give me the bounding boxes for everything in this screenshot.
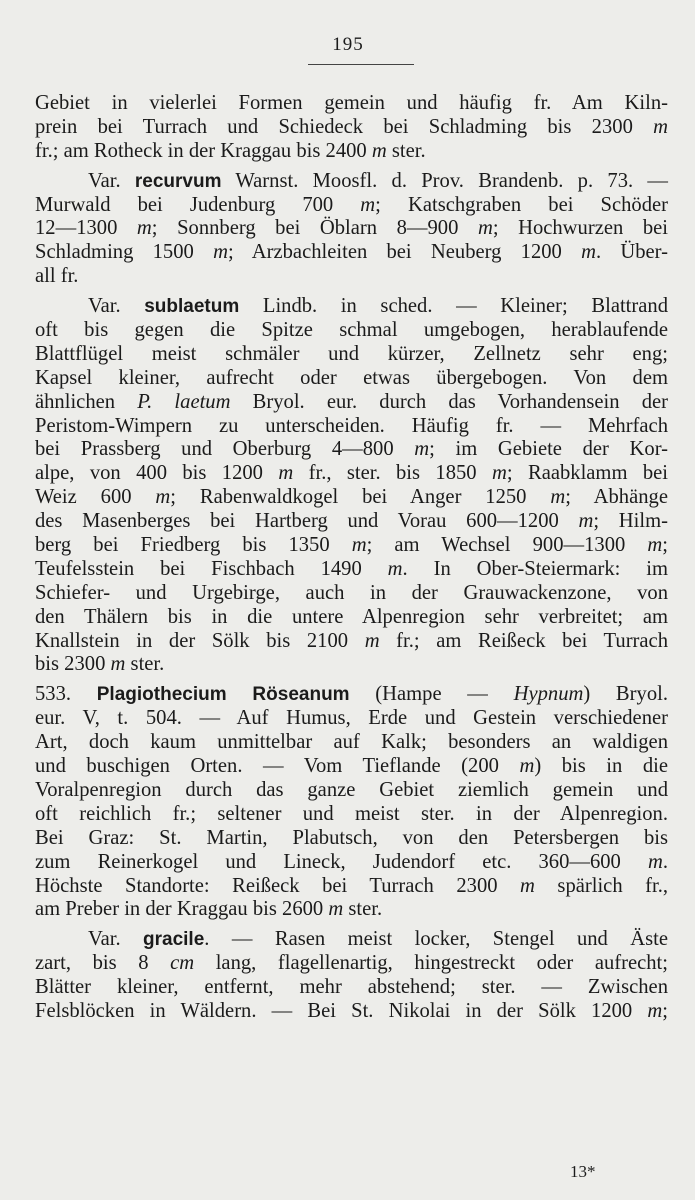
italic-text: m [360,193,376,216]
italic-text: m [491,462,507,485]
text-line [35,170,668,194]
text-line [35,606,668,630]
text-line [35,462,668,486]
text-run: Var. [88,295,145,318]
text-run: Felsblöcken in Wäldern. — Bei St. Nikolai in der Sölk 1200 [35,999,648,1022]
text-run: Art, doch kaum unmittelbar auf Kalk; besonders an waldigen [35,731,668,754]
italic-text: m [364,629,380,652]
text-line [35,534,668,558]
text-run: Knallstein in der Sölk bis 2100 [35,629,365,652]
italic-text: m [647,999,663,1022]
italic-text: m [213,241,228,264]
text-run: . — Rasen meist locker, Stengel und Äste [204,928,668,951]
text-line [35,241,668,265]
text-line [35,755,668,779]
page-number: 195 [332,34,364,55]
text-run: Höchste Standorte: Reißeck bei Turrach 2300 [35,874,521,897]
text-line [35,486,668,510]
text-run: zum Reinerkogel und Lineck, Judendorf etc. 360—600 [35,850,648,873]
text-line [35,976,668,1000]
text-run: ; Raabklamm bei [506,462,669,485]
text-run: ) bis in die [534,755,668,778]
italic-text: m [477,217,493,240]
text-run: des Masenberges bei Hartberg und Vorau 600—1200 [35,510,579,533]
italic-text: cm [170,952,195,975]
text-run: Peristom-Wimpern zu unterscheiden. Häufig fr. — Mehrfach [35,414,668,437]
text-run: ; Abhänge [565,486,668,509]
text-run: ; Hilm- [593,510,668,533]
text-run: fr., ster. bis 1850 [293,462,492,485]
text-line [35,194,668,218]
text-line [35,116,668,140]
text-run: 12—1300 [35,217,137,240]
italic-text: m [371,139,387,162]
italic-text: m [110,653,126,676]
text-run: Bei Graz: St. Martin, Plabutsch, von den Petersbergen bis [35,826,668,849]
text-run: und buschigen Orten. — Vom Tieflande (200 [35,755,520,778]
text-run: Murwald bei Judenburg 700 [35,193,361,216]
italic-text: m [136,217,152,240]
italic-text: Hypnum [513,683,584,706]
text-line [35,779,668,803]
text-run: ; Rabenwaldkogel bei Anger 1250 [170,486,551,509]
text-line [35,140,668,164]
text-run: ster. [343,898,383,921]
italic-text: m [550,486,566,509]
text-run: den Thälern bis in die untere Alpenregion sehr verbreitet; am [35,605,668,628]
text-run: Voralpenregion durch das ganze Gebiet ziemlich gemein und [35,778,668,801]
text-line [35,707,668,731]
text-run: ster. [386,139,426,162]
italic-text: m [414,438,430,461]
text-line [35,558,668,582]
text-run: lang, flagellenartig, hingestreckt oder aufrecht; [194,952,668,975]
text-run: ; Arzbachleiten bei Neuberg 1200 [227,241,582,264]
text-line [35,415,668,439]
text-run: Bryol. eur. durch das Vorhandensein der [230,390,668,413]
text-run: Var. [88,169,135,192]
text-run: Var. [88,928,144,951]
text-run: Warnst. Moosfl. d. Prov. Brandenb. p. 73. — [221,169,668,192]
italic-text: m [581,241,596,264]
text-run: ; am Wechsel 900—1300 [366,534,648,557]
italic-text: m [520,874,535,897]
text-run: . [662,850,668,873]
text-run: . In Ober-Steiermark: im [402,557,668,580]
text-line [35,928,668,952]
text-run: Teufelsstein bei Fischbach 1490 [35,557,388,580]
text-line [35,630,668,654]
text-run: 533. [35,683,97,706]
italic-text: P. laetum [137,390,231,413]
italic-text: m [387,557,403,580]
text-run: am Preber in der Kraggau bis 2600 [35,898,329,921]
italic-text: m [519,755,535,778]
text-run: Blätter kleiner, entfernt, mehr abstehend; ster. — Zwischen [35,976,668,999]
text-run: berg bei Friedberg bis 1350 [35,534,352,557]
text-line [35,265,668,289]
text-run: ster. [125,653,165,676]
text-line [35,367,668,391]
text-run: ; [662,534,668,557]
text-line [35,827,668,851]
text-run: Schiefer- und Urgebirge, auch in der Grauwackenzone, von [35,581,668,604]
text-run: ; im Gebiete der Kor- [429,438,669,461]
italic-text: m [578,510,594,533]
text-run: eur. V, t. 504. — Auf Humus, Erde und Gestein verschiedener [35,707,668,730]
text-line [35,92,668,116]
text-run: bis 2300 [35,653,111,676]
text-run: Blattflügel meist schmäler und kürzer, Zellnetz sehr eng; [35,342,668,365]
italic-text: m [328,898,344,921]
text-run: Schladming 1500 [35,241,214,264]
taxon-name: gracile [143,929,205,951]
italic-text: m [647,534,663,557]
text-line [35,898,668,922]
text-line [35,582,668,606]
italic-text: m [351,534,367,557]
text-run: Lindb. in sched. — Kleiner; Blattrand [239,295,668,318]
italic-text: m [653,115,668,138]
taxon-name: sublaetum [144,296,240,318]
header-rule [308,64,414,65]
italic-text: m [647,850,663,873]
text-run: alpe, von 400 bis 1200 [35,462,279,485]
text-run: ; [662,999,668,1022]
text-run: oft reichlich fr.; seltener und meist ster. in der Alpenregion. [35,802,668,825]
text-line [35,217,668,241]
text-run: Weiz 600 [35,486,156,509]
taxon-name: recurvum [134,170,222,192]
text-run: ) Bryol. [583,683,668,706]
text-run: spärlich fr., [534,874,668,897]
text-run: ; Katschgraben bei Schöder [375,193,668,216]
italic-text: m [278,462,294,485]
text-line [35,343,668,367]
text-run: ; Sonnberg bei Öblarn 8—900 [151,217,478,240]
text-line [35,803,668,827]
text-run: bei Prassberg und Oberburg 4—800 [35,438,415,461]
text-run: . Über- [595,241,668,264]
signature-mark: 13* [570,1162,596,1181]
text-line [35,875,668,899]
text-line [35,391,668,415]
text-line [35,510,668,534]
text-run: oft bis gegen die Spitze schmal umgebogen, herablaufende [35,319,668,342]
text-line [35,731,668,755]
text-run: Gebiet in vielerlei Formen gemein und häufig fr. Am Kiln- [35,92,668,114]
body-text [35,92,668,1024]
text-line [35,952,668,976]
text-run: fr.; am Reißeck bei Turrach [379,629,668,652]
text-line [35,683,668,707]
text-run: (Hampe — [349,683,514,706]
text-line [35,1000,668,1024]
text-run: zart, bis 8 [35,952,171,975]
text-run: ähnlichen [35,390,138,413]
text-run: Kapsel kleiner, aufrecht oder etwas übergebogen. Von dem [35,366,668,389]
text-line [35,653,668,677]
text-line [35,295,668,319]
text-run: ; Hochwurzen bei [492,217,668,240]
taxon-name: Plagiothecium Röseanum [96,684,350,706]
text-line [35,319,668,343]
text-run: fr.; am Rotheck in der Kraggau bis 2400 [35,139,372,162]
text-line [35,438,668,462]
italic-text: m [155,486,171,509]
text-line [35,851,668,875]
text-run: prein bei Turrach und Schiedeck bei Schladming bis 2300 [35,115,654,138]
text-run: all fr. [35,265,79,288]
